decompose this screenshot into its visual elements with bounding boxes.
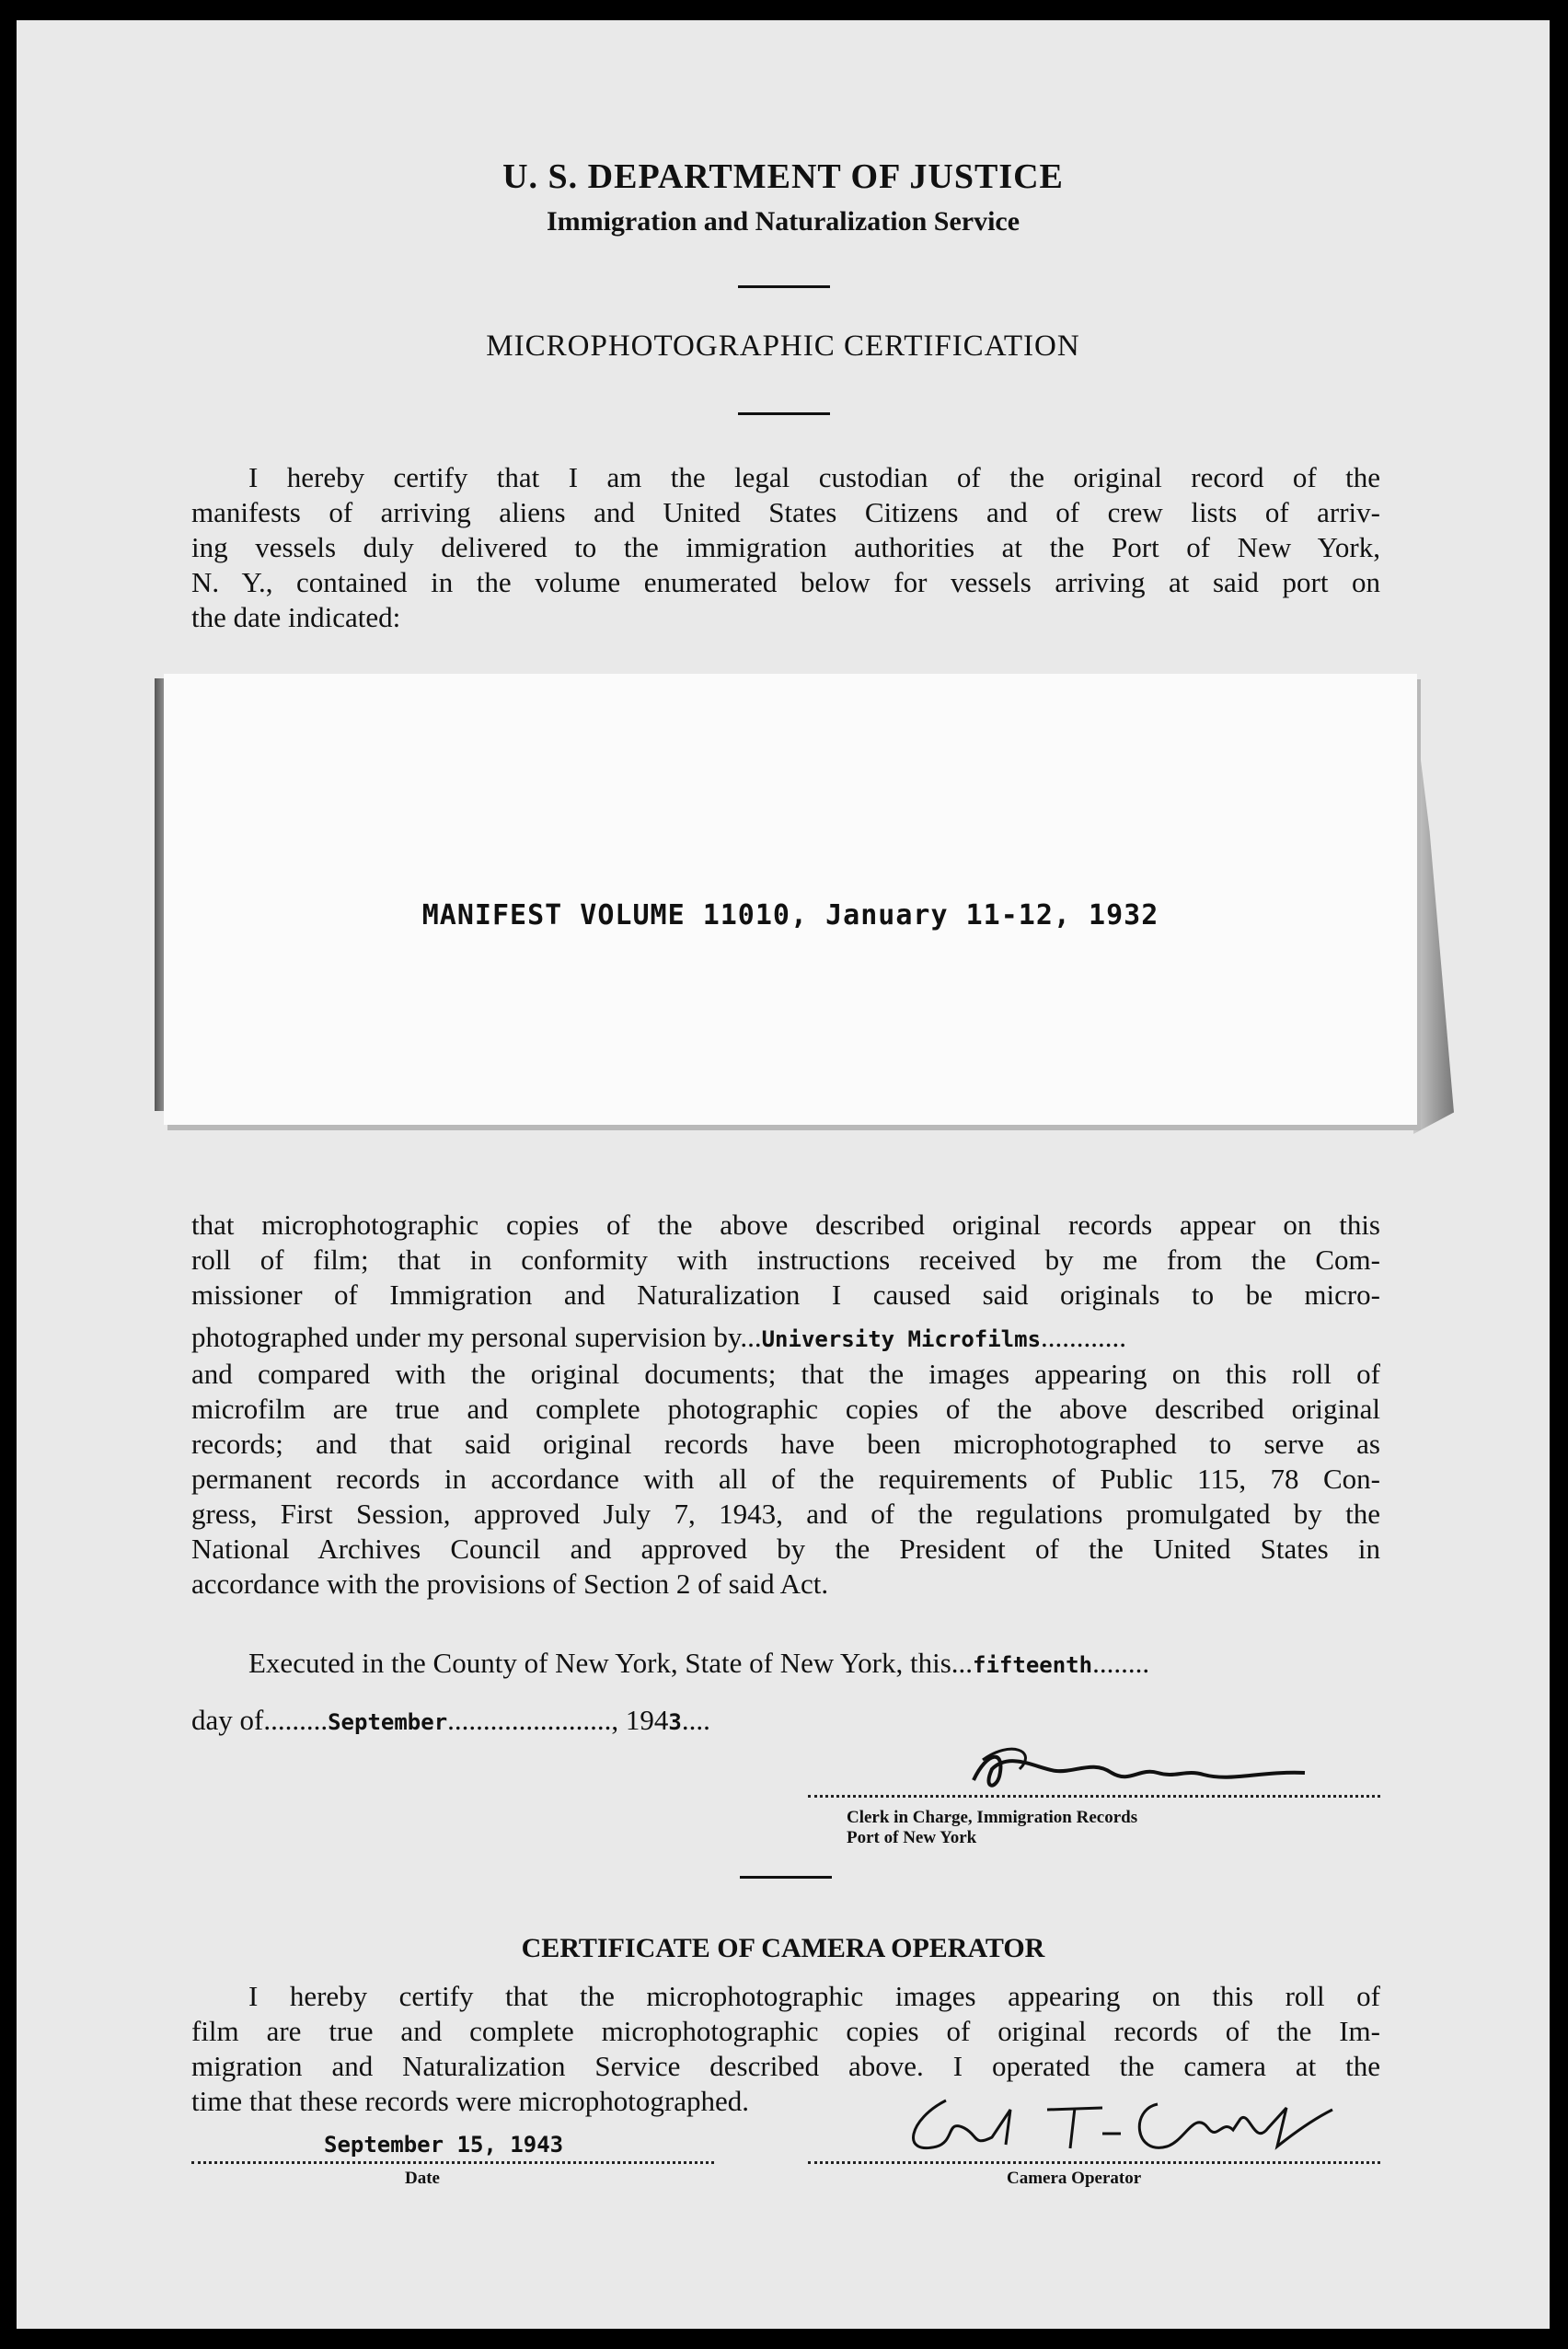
clerk-place: Port of New York — [847, 1828, 977, 1847]
executed-day: fifteenth — [973, 1652, 1093, 1678]
camera-certificate-title: CERTIFICATE OF CAMERA OPERATOR — [521, 1933, 1045, 1963]
month-value: September — [328, 1709, 448, 1735]
text-line: film are true and complete microphotographic copies of original records of the Im- — [191, 2015, 1380, 2047]
text-line: time that these records were microphotographed. — [191, 2085, 749, 2117]
clerk-title: Clerk in Charge, Immigration Records — [847, 1808, 1138, 1827]
text-line: N. Y., contained in the volume enumerated below for vessels arriving at said port on — [191, 566, 1380, 598]
text-line: the date indicated: — [191, 601, 401, 633]
executed-suffix: ........ — [1092, 1647, 1150, 1679]
operator-signature-line — [808, 2161, 1380, 2164]
day-of-middle: ......................., 194 — [447, 1704, 669, 1736]
text-line: accordance with the provisions of Section 2 of said Act. — [191, 1568, 829, 1600]
text-line: microfilm are true and complete photographic copies of the above described original — [191, 1393, 1380, 1425]
operator-label: Camera Operator — [1007, 2169, 1142, 2188]
document-page — [17, 20, 1550, 2329]
clerk-signature-line — [808, 1795, 1380, 1798]
text-line: and compared with the original documents; that the images appearing on this roll of — [191, 1358, 1380, 1390]
card-shadow — [1413, 701, 1454, 1134]
executed-line — [191, 1646, 1380, 1683]
camera-date-value: September 15, 1943 — [324, 2132, 564, 2158]
date-line — [191, 2161, 714, 2164]
date-label: Date — [405, 2169, 440, 2188]
text-line: permanent records in accordance with all of the requirements of Public 115, 78 Con- — [191, 1463, 1380, 1495]
text-line: records; and that said original records have been microphotographed to serve as — [191, 1428, 1380, 1460]
text-line: I hereby certify that the microphotographic images appearing on this roll of — [248, 1980, 1380, 2012]
supervision-suffix: ............ — [1041, 1321, 1127, 1353]
text-line: manifests of arriving aliens and United States Citizens and of crew lists of arriv- — [191, 496, 1380, 528]
text-line: National Archives Council and approved by the President of the United States in — [191, 1533, 1380, 1565]
intro-paragraph — [191, 460, 1380, 635]
text-line: roll of film; that in conformity with instructions received by me from the Com- — [191, 1244, 1380, 1276]
divider-rule — [740, 1876, 832, 1879]
department-heading: U. S. DEPARTMENT OF JUSTICE — [502, 157, 1064, 196]
text-line: gress, First Session, approved July 7, 1943, and of the regulations promulgated by the — [191, 1498, 1380, 1530]
day-of-suffix: .... — [681, 1704, 710, 1736]
text-line: that microphotographic copies of the above described original records appear on this — [191, 1209, 1380, 1241]
text-line: migration and Naturalization Service described above. I operated the camera at the — [191, 2050, 1380, 2082]
operator-signature — [891, 2082, 1369, 2165]
company-name: University Microfilms — [761, 1326, 1042, 1352]
day-of-prefix: day of......... — [191, 1704, 329, 1736]
executed-prefix: Executed in the County of New York, State of New York, this... — [248, 1647, 974, 1679]
service-subheading: Immigration and Naturalization Service — [546, 206, 1020, 237]
certification-title: MICROPHOTOGRAPHIC CERTIFICATION — [486, 330, 1080, 363]
year-digit: 3 — [668, 1709, 682, 1735]
manifest-volume-label: MANIFEST VOLUME 11010, January 11-12, 1932 — [421, 899, 1159, 932]
supervision-prefix: photographed under my personal supervision by... — [191, 1321, 762, 1353]
text-line: missioner of Immigration and Naturalization I caused said originals to be micro- — [191, 1279, 1380, 1311]
executed-block — [191, 1646, 1380, 1740]
body-paragraph — [191, 1208, 1380, 1602]
manifest-card — [164, 674, 1417, 1125]
text-line: I hereby certify that I am the legal custodian of the original record of the — [248, 461, 1380, 493]
divider-rule — [738, 285, 830, 288]
text-line: ing vessels duly delivered to the immigration authorities at the Port of New York, — [191, 531, 1380, 563]
supervision-line — [191, 1320, 1380, 1357]
divider-rule — [738, 412, 830, 415]
